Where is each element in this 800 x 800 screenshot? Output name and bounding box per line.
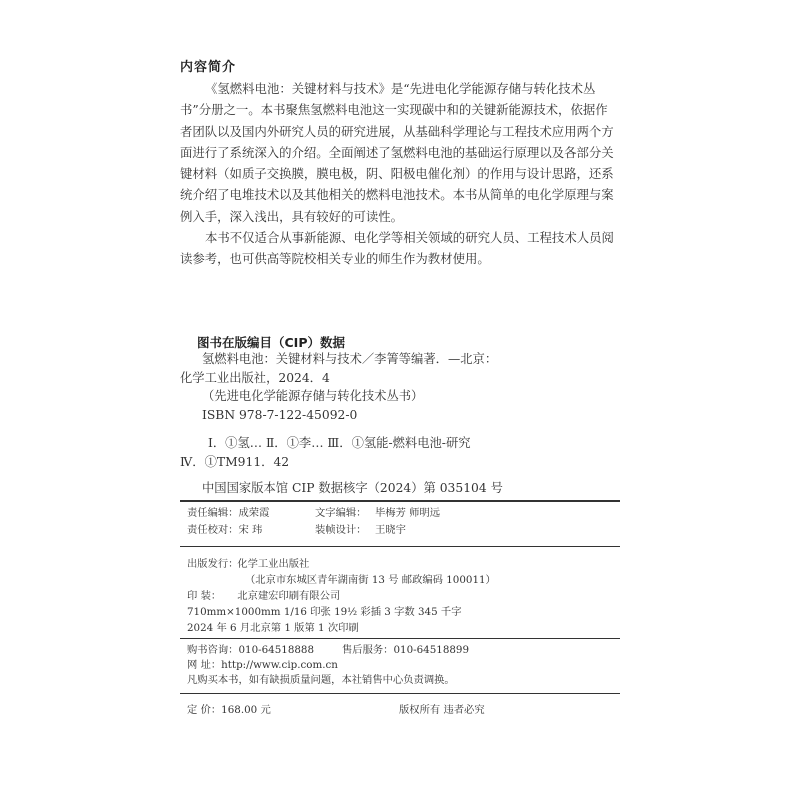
proofreader-credit: 责任校对：宋 玮 (187, 524, 263, 536)
intro-line: 例入手，深入浅出，具有较好的可读性。 (180, 208, 404, 224)
website: 网 址：http://www.cip.com.cn (187, 659, 338, 671)
intro-line: 面进行了系统深入的介绍。全面阐述了氢燃料电池的基础运行原理以及各部分关 (180, 144, 614, 160)
designer: 王晓宇 (375, 524, 406, 536)
intro-body (180, 78, 630, 270)
intro-line: 《氢燃料电池：关键材料与技术》是“先进电化学能源存储与转化技术丛 (205, 81, 596, 96)
divider-rule (180, 693, 620, 694)
cip-class-line: Ⅳ．①TM911．42 (180, 454, 290, 469)
quality-notice: 凡购买本书，如有缺损质量问题，本社销售中心负责调换。 (187, 674, 455, 686)
price-row (187, 701, 607, 716)
cip-class-line: Ⅰ．①氢… Ⅱ．①李… Ⅲ．①氢能-燃料电池-研究 (208, 436, 471, 450)
printer: 北京建宏印刷有限公司 (237, 590, 341, 602)
cip-core-line: 中国国家版本馆 CIP 数据核字（2024）第 035104 号 (202, 481, 503, 495)
contact-block (187, 643, 607, 688)
divider-rule (180, 546, 620, 547)
intro-heading: 内容简介 (180, 60, 237, 75)
intro-line: 读参考，也可供高等院校相关专业的师生作为教材使用。 (180, 251, 490, 267)
specs: 710mm×1000mm 1/16 印张 19½ 彩插 3 字数 345 千字 (187, 606, 462, 618)
address: （北京市东城区青年湖南街 13 号 邮政编码 100011） (245, 574, 496, 586)
purchase-phone: 购书咨询：010-64518888 (187, 644, 315, 656)
cip-publisher-line: 化学工业出版社，2024．4 (180, 370, 330, 385)
intro-line: 者团队以及国内外研究人员的研究进展，从基础科学理论与工程技术应用两个方 (180, 123, 614, 139)
edition: 2024 年 6 月北京第 1 版第 1 次印刷 (187, 622, 359, 634)
text-editor-label: 文字编辑： (315, 507, 367, 519)
intro-line: 书”分册之一。本书聚焦氢燃料电池这一实现碳中和的关键新能源技术，依据作 (180, 102, 608, 118)
divider-rule (180, 638, 620, 639)
intro-line: 统介绍了电堆技术以及其他相关的燃料电池技术。本书从简单的电化学原理与案 (180, 187, 614, 203)
divider-rule (180, 500, 620, 502)
cip-record (180, 350, 620, 498)
issuer: 化学工业出版社 (237, 558, 310, 570)
credits-block (187, 505, 607, 539)
design-label: 装帧设计： (315, 524, 367, 536)
publication-block (187, 556, 607, 636)
intro-line: 键材料（如质子交换膜，膜电极，阴、阳极电催化剂）的作用与设计思路，还系 (180, 166, 614, 182)
service-phone: 售后服务：010-64518899 (342, 644, 470, 656)
rights-notice: 版权所有 违者必究 (399, 704, 485, 716)
cip-series-line: （先进电化学能源存储与转化技术丛书） (202, 389, 424, 403)
price: 定 价：168.00 元 (187, 704, 271, 716)
editor-credit: 责任编辑：成荣霞 (187, 507, 270, 519)
text-editors: 毕梅芳 师明远 (375, 507, 441, 519)
printer-label: 印 装： (187, 590, 222, 602)
cip-heading: 图书在版编目（CIP）数据 (197, 335, 345, 350)
cip-isbn-line: ISBN 978-7-122-45092-0 (202, 407, 358, 422)
issuer-label: 出版发行： (187, 558, 239, 570)
intro-line: 本书不仅适合从事新能源、电化学等相关领域的研究人员、工程技术人员阅 (205, 230, 614, 246)
cip-title-line: 氢燃料电池：关键材料与技术／李箐等编著．—北京： (202, 352, 498, 366)
